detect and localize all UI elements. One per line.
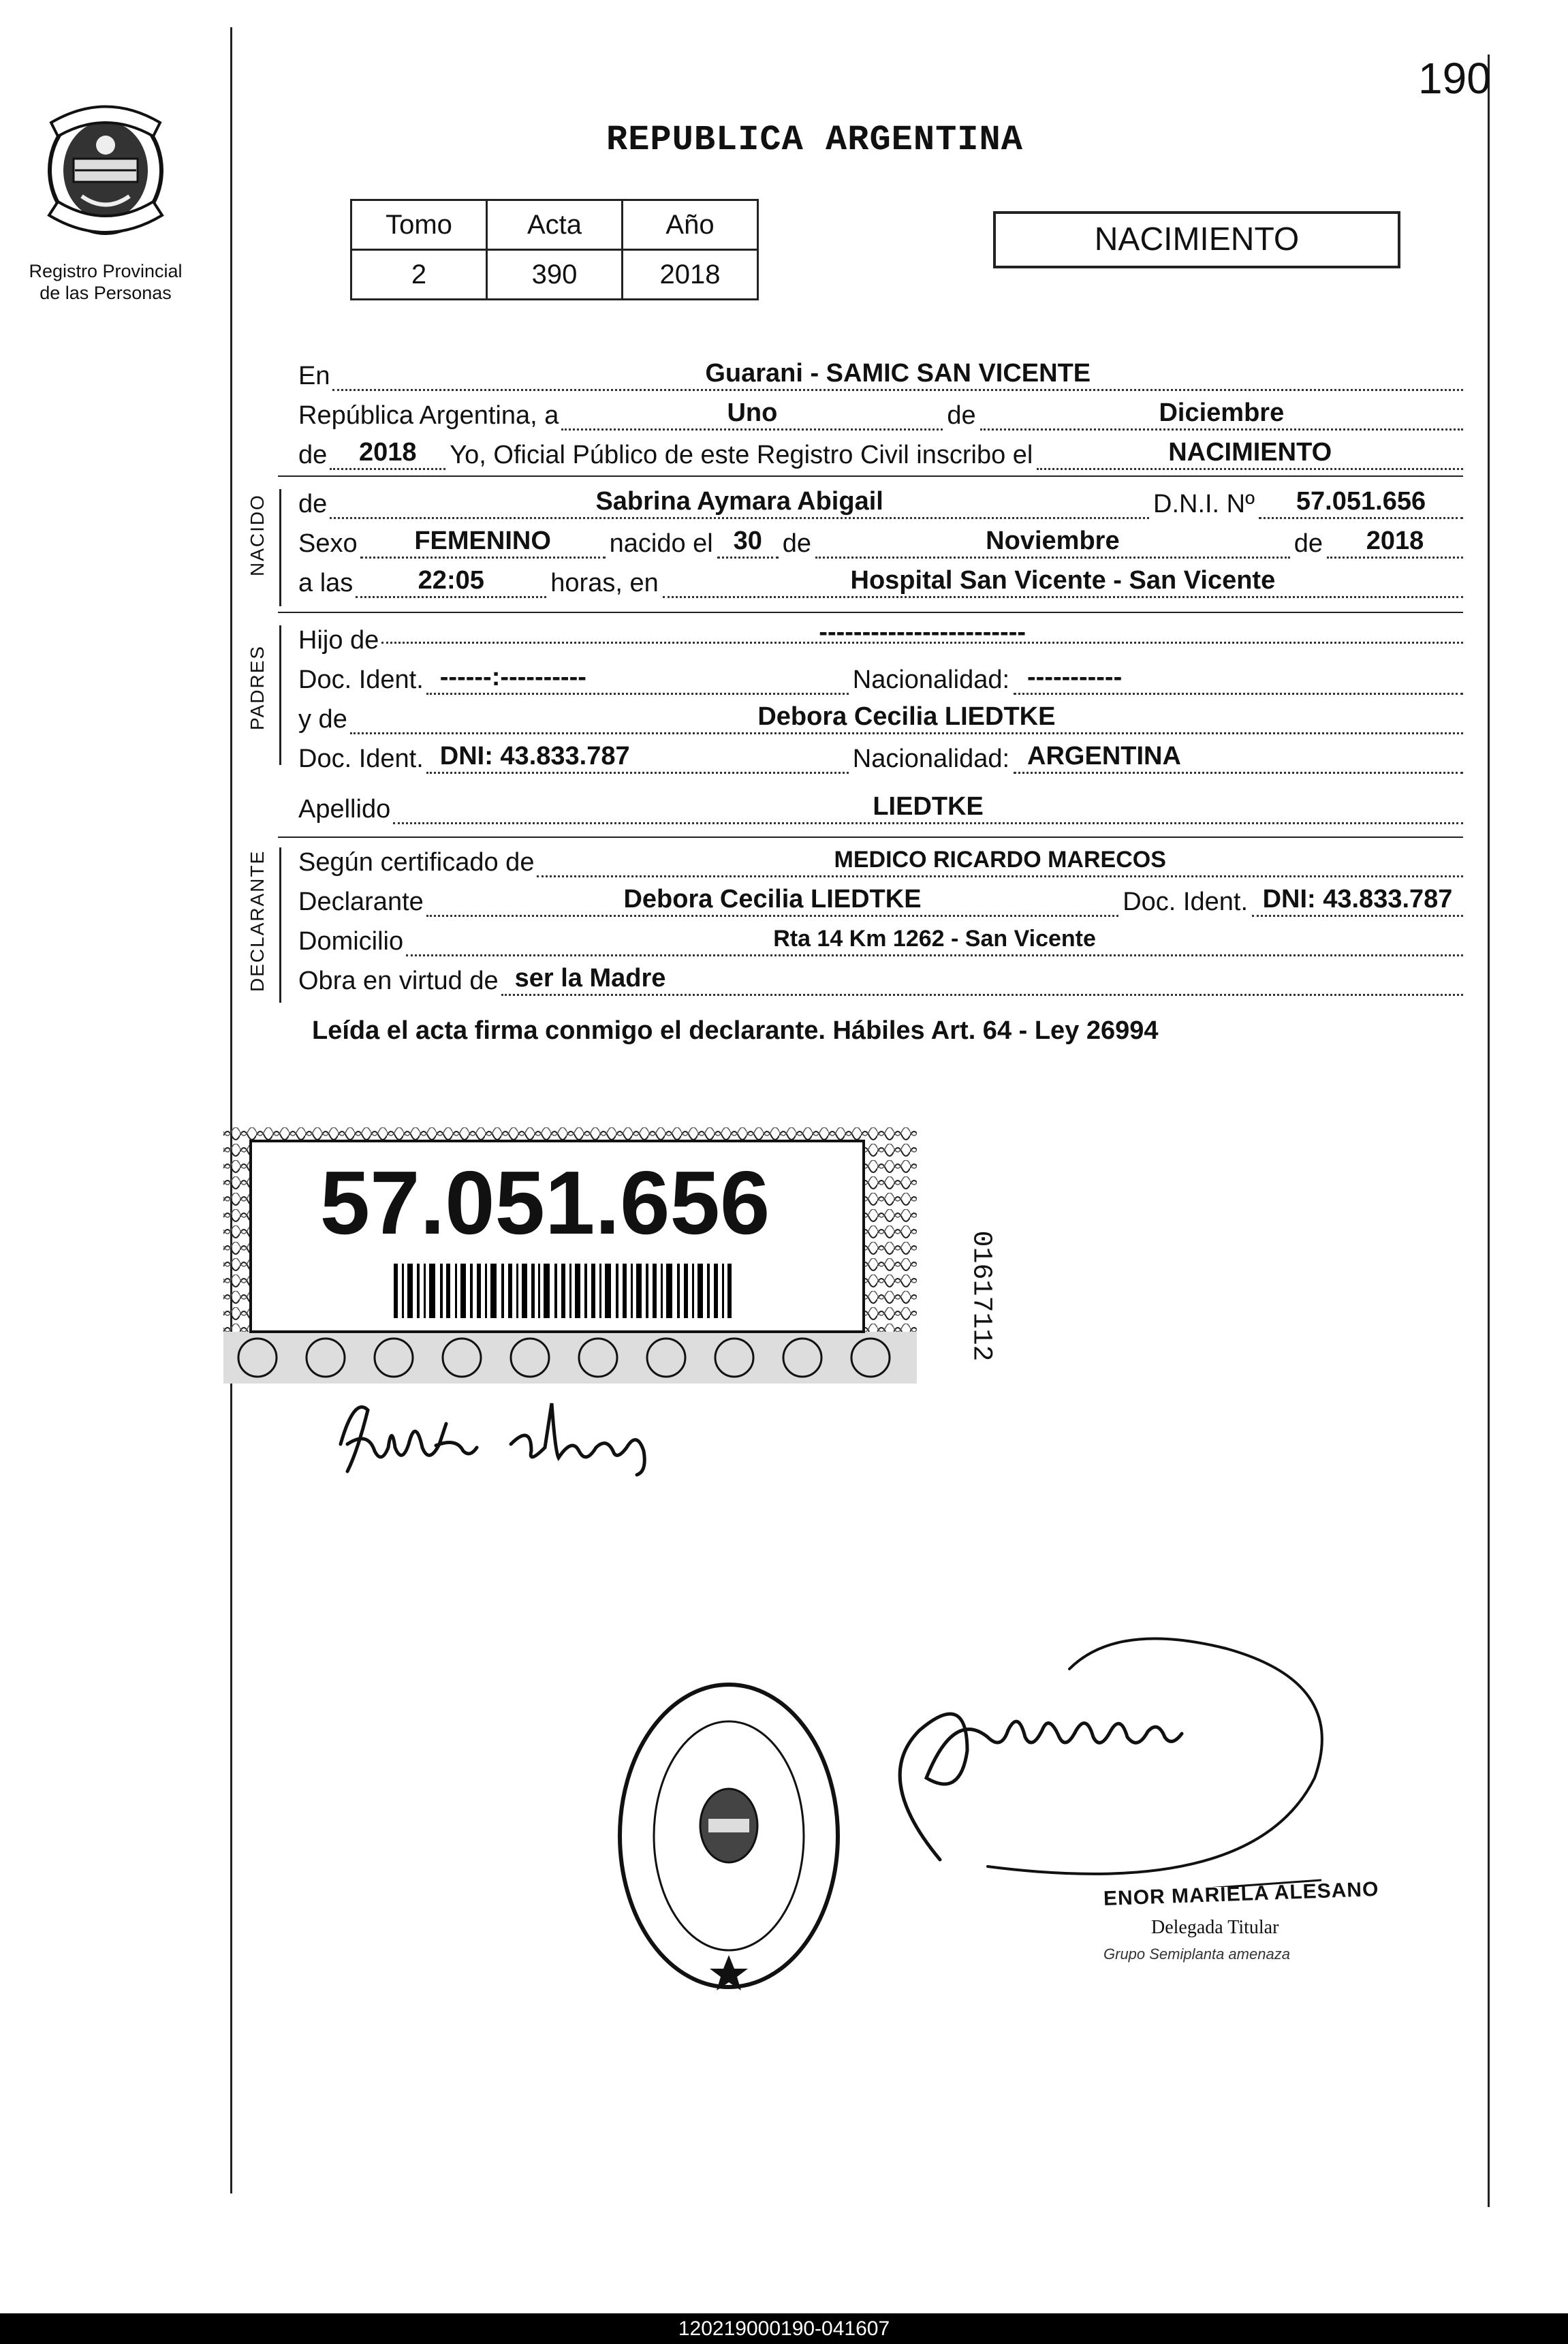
father-value: ------------------------ bbox=[381, 625, 1463, 644]
section-divider bbox=[278, 612, 1463, 613]
mother-doc-label: Doc. Ident. bbox=[298, 745, 424, 773]
mother-doc-value: DNI: 43.833.787 bbox=[426, 743, 849, 774]
mother-nat-label: Nacionalidad: bbox=[852, 745, 1010, 773]
nacido-bracket bbox=[279, 489, 281, 606]
cert-value: MEDICO RICARDO MARECOS bbox=[537, 847, 1463, 877]
declarante-label: Declarante bbox=[298, 888, 424, 916]
padres-bracket bbox=[279, 625, 281, 765]
logo-caption-line-1: Registro Provincial bbox=[29, 261, 183, 281]
obra-label: Obra en virtud de bbox=[298, 967, 499, 995]
left-margin-line bbox=[230, 27, 232, 2193]
misiones-coat-of-arms-icon bbox=[34, 94, 177, 251]
row-certificado bbox=[298, 847, 1463, 877]
de-label-3: de bbox=[1293, 529, 1323, 558]
sexo-value: FEMENINO bbox=[360, 528, 606, 559]
row-en bbox=[298, 361, 1463, 391]
row-father-doc bbox=[298, 665, 1463, 695]
horas-label: horas, en bbox=[550, 569, 659, 597]
row-hijo bbox=[298, 618, 1463, 655]
officer-title: Delegada Titular bbox=[1151, 1917, 1279, 1938]
act-value: NACIMIENTO bbox=[1037, 439, 1463, 470]
officer-subtitle: Grupo Semiplanta amenaza bbox=[1103, 1945, 1290, 1963]
section-divider bbox=[278, 837, 1463, 838]
row-sexo bbox=[298, 529, 1463, 559]
year-value: 2018 bbox=[330, 439, 445, 470]
row-republica bbox=[298, 401, 1463, 431]
sticker-dni-number: 57.051.656 bbox=[319, 1153, 770, 1253]
nacido-el-label: nacido el bbox=[609, 529, 713, 558]
tomo-value: 2 bbox=[351, 250, 487, 300]
nacido-section-label: NACIDO bbox=[247, 494, 268, 576]
declarante-bracket bbox=[279, 847, 281, 1003]
birth-place-value: Hospital San Vicente - San Vicente bbox=[663, 567, 1463, 598]
oficial-text: Yo, Oficial Público de este Registro Civil inscribo el bbox=[450, 441, 1033, 469]
mother-value: Debora Cecilia LIEDTKE bbox=[350, 704, 1463, 734]
row-declarante bbox=[298, 887, 1463, 917]
month-value: Diciembre bbox=[980, 400, 1463, 431]
footer-code: 120219000190-041607 bbox=[0, 2313, 1568, 2344]
row-apellido bbox=[298, 794, 1463, 824]
cert-label: Según certificado de bbox=[298, 848, 535, 877]
birth-day-value: 30 bbox=[717, 528, 779, 559]
birth-month-value: Noviembre bbox=[815, 528, 1290, 559]
apellido-label: Apellido bbox=[298, 795, 391, 824]
y-de-label: y de bbox=[298, 705, 347, 734]
right-margin-line bbox=[1488, 54, 1490, 2207]
birth-year-value: 2018 bbox=[1327, 528, 1463, 559]
mother-nat-value: ARGENTINA bbox=[1014, 743, 1463, 774]
document-title: REPUBLICA ARGENTINA bbox=[606, 120, 1023, 160]
sexo-label: Sexo bbox=[298, 529, 358, 558]
obra-value: ser la Madre bbox=[501, 965, 1463, 996]
official-seal-icon bbox=[613, 1676, 845, 1996]
place-value: Guarani - SAMIC SAN VICENTE bbox=[332, 360, 1463, 391]
hijo-label: Hijo de bbox=[298, 626, 379, 655]
officer-signature-icon bbox=[845, 1574, 1349, 1887]
row-year bbox=[298, 440, 1463, 470]
child-dni-value: 57.051.656 bbox=[1259, 488, 1463, 519]
acta-value: 390 bbox=[487, 250, 623, 300]
acta-header: Acta bbox=[487, 200, 623, 250]
father-nat-value: ----------- bbox=[1014, 664, 1463, 695]
de-label-2: de bbox=[782, 529, 812, 558]
row-time bbox=[298, 568, 1463, 598]
dni-label: D.N.I. Nº bbox=[1153, 490, 1255, 518]
row-domicilio bbox=[298, 926, 1463, 956]
declarante-value: Debora Cecilia LIEDTKE bbox=[426, 886, 1118, 917]
father-doc-value: ------:---------- bbox=[426, 664, 849, 695]
sticker-serial: 01617112 bbox=[965, 1230, 997, 1362]
day-value: Uno bbox=[561, 400, 943, 431]
row-mother-doc bbox=[298, 744, 1463, 774]
logo-caption bbox=[14, 260, 198, 304]
en-label: En bbox=[298, 362, 330, 390]
child-name-value: Sabrina Aymara Abigail bbox=[330, 488, 1149, 519]
father-nat-label: Nacionalidad: bbox=[852, 666, 1010, 694]
apellido-value: LIEDTKE bbox=[393, 794, 1463, 824]
year-label: de bbox=[298, 441, 328, 469]
anio-value: 2018 bbox=[623, 250, 758, 300]
domicilio-label: Domicilio bbox=[298, 927, 404, 956]
de-label: de bbox=[947, 401, 976, 430]
logo-caption-line-2: de las Personas bbox=[40, 283, 172, 303]
declarant-signature-icon bbox=[327, 1383, 681, 1478]
anio-header: Año bbox=[623, 200, 758, 250]
de-name-label: de bbox=[298, 490, 328, 518]
legal-text: Leída el acta firma conmigo el declarante. Hábiles Art. 64 - Ley 26994 bbox=[312, 1016, 1159, 1045]
row-obra bbox=[298, 966, 1463, 996]
time-value: 22:05 bbox=[356, 567, 546, 598]
republica-label: República Argentina, a bbox=[298, 401, 559, 430]
record-type-box: NACIMIENTO bbox=[993, 211, 1400, 268]
section-divider bbox=[278, 475, 1463, 477]
padres-section-label: PADRES bbox=[247, 644, 268, 730]
officer-name: ENOR MARIELA ALESANO bbox=[1103, 1877, 1379, 1911]
page-number: 190 bbox=[1418, 54, 1491, 103]
row-nacido-name bbox=[298, 489, 1463, 519]
a-las-label: a las bbox=[298, 569, 354, 597]
tomo-acta-anio-table bbox=[350, 199, 759, 300]
declarante-doc-value: DNI: 43.833.787 bbox=[1252, 886, 1463, 917]
table-value-row bbox=[351, 250, 758, 300]
declarante-doc-label: Doc. Ident. bbox=[1123, 888, 1248, 916]
father-doc-label: Doc. Ident. bbox=[298, 666, 424, 694]
declarante-section-label: DECLARANTE bbox=[247, 849, 268, 992]
row-mother bbox=[298, 704, 1463, 734]
table-header-row bbox=[351, 200, 758, 250]
tomo-header: Tomo bbox=[351, 200, 487, 250]
domicilio-value: Rta 14 Km 1262 - San Vicente bbox=[406, 926, 1463, 956]
